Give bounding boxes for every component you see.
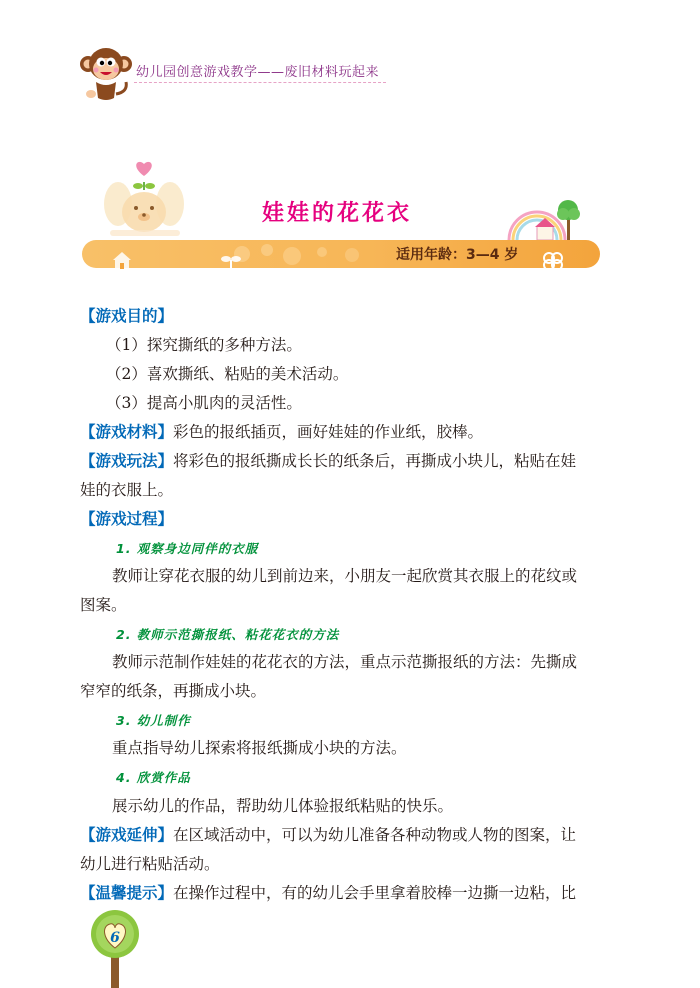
play-text-1: 将彩色的报纸撕成长长的纸条后，再撕成小块儿，粘贴在娃 [173,452,577,470]
play-paragraph-line-1 [80,451,576,471]
process-heading [80,509,173,529]
age-banner-bar [82,240,600,268]
materials-tag: 【游戏材料】 [80,422,174,441]
extend-text-1: 在区域活动中，可以为幼儿准备各种动物或人物的图案，让 [173,826,577,844]
step3-text: 重点指导幼儿探索将报纸撕成小块的方法。 [112,739,407,757]
house-icon [110,250,134,270]
materials-paragraph [80,422,483,442]
tip-paragraph-line-1 [80,883,576,903]
step1-text-2: 图案。 [80,596,127,614]
goal-item-1: （1）探究撕纸的多种方法。 [106,336,302,354]
goal-tag: 【游戏目的】 [80,306,174,325]
rainbow-tree-house-decoration-icon [505,196,597,246]
play-text-2: 娃的衣服上。 [80,481,174,499]
step1-title: 1. 观察身边同伴的衣服 [116,541,259,556]
extend-text-2: 幼儿进行粘贴活动。 [80,855,220,873]
step4-text: 展示幼儿的作品，帮助幼儿体验报纸粘贴的快乐。 [112,797,454,815]
process-tag: 【游戏过程】 [80,509,174,528]
extend-tag: 【游戏延伸】 [80,825,174,844]
series-title-underline [134,82,386,83]
series-title: 幼儿园创意游戏教学——废旧材料玩起来 [136,65,380,80]
goal-item-3: （3）提高小肌肉的灵活性。 [106,394,302,412]
page-number: 6 [110,930,120,946]
goal-heading [80,306,173,326]
flower-icon [542,251,564,271]
tip-tag: 【温馨提示】 [80,883,174,902]
tree-page-number-icon [80,908,150,988]
materials-text: 彩色的报纸插页，画好娃娃的作业纸，胶棒。 [173,423,484,441]
goal-item-2: （2）喜欢撕纸、粘贴的美术活动。 [106,365,349,383]
tip-text: 在操作过程中，有的幼儿会手里拿着胶棒一边撕一边粘，比 [173,884,577,902]
step2-text-2: 窄窄的纸条，再撕成小块。 [80,682,267,700]
play-tag: 【游戏玩法】 [80,451,174,470]
step2-title: 2. 教师示范撕报纸、粘花花衣的方法 [116,627,340,642]
step4-title: 4. 欣赏作品 [116,770,191,785]
step3-title: 3. 幼儿制作 [116,713,191,728]
sprout-icon [220,252,242,270]
step2-text-1: 教师示范制作娃娃的花花衣的方法，重点示范撕报纸的方法：先撕成 [112,653,578,671]
step1-text-1: 教师让穿花衣服的幼儿到前边来，小朋友一起欣赏其衣服上的花纹或 [112,567,578,585]
monkey-mascot-icon [78,42,134,102]
lesson-title: 娃娃的花花衣 [262,201,413,226]
bear-heart-decoration-icon [104,160,192,242]
extend-paragraph-line-1 [80,825,576,845]
age-label: 适用年龄：3—4 岁 [396,247,519,263]
